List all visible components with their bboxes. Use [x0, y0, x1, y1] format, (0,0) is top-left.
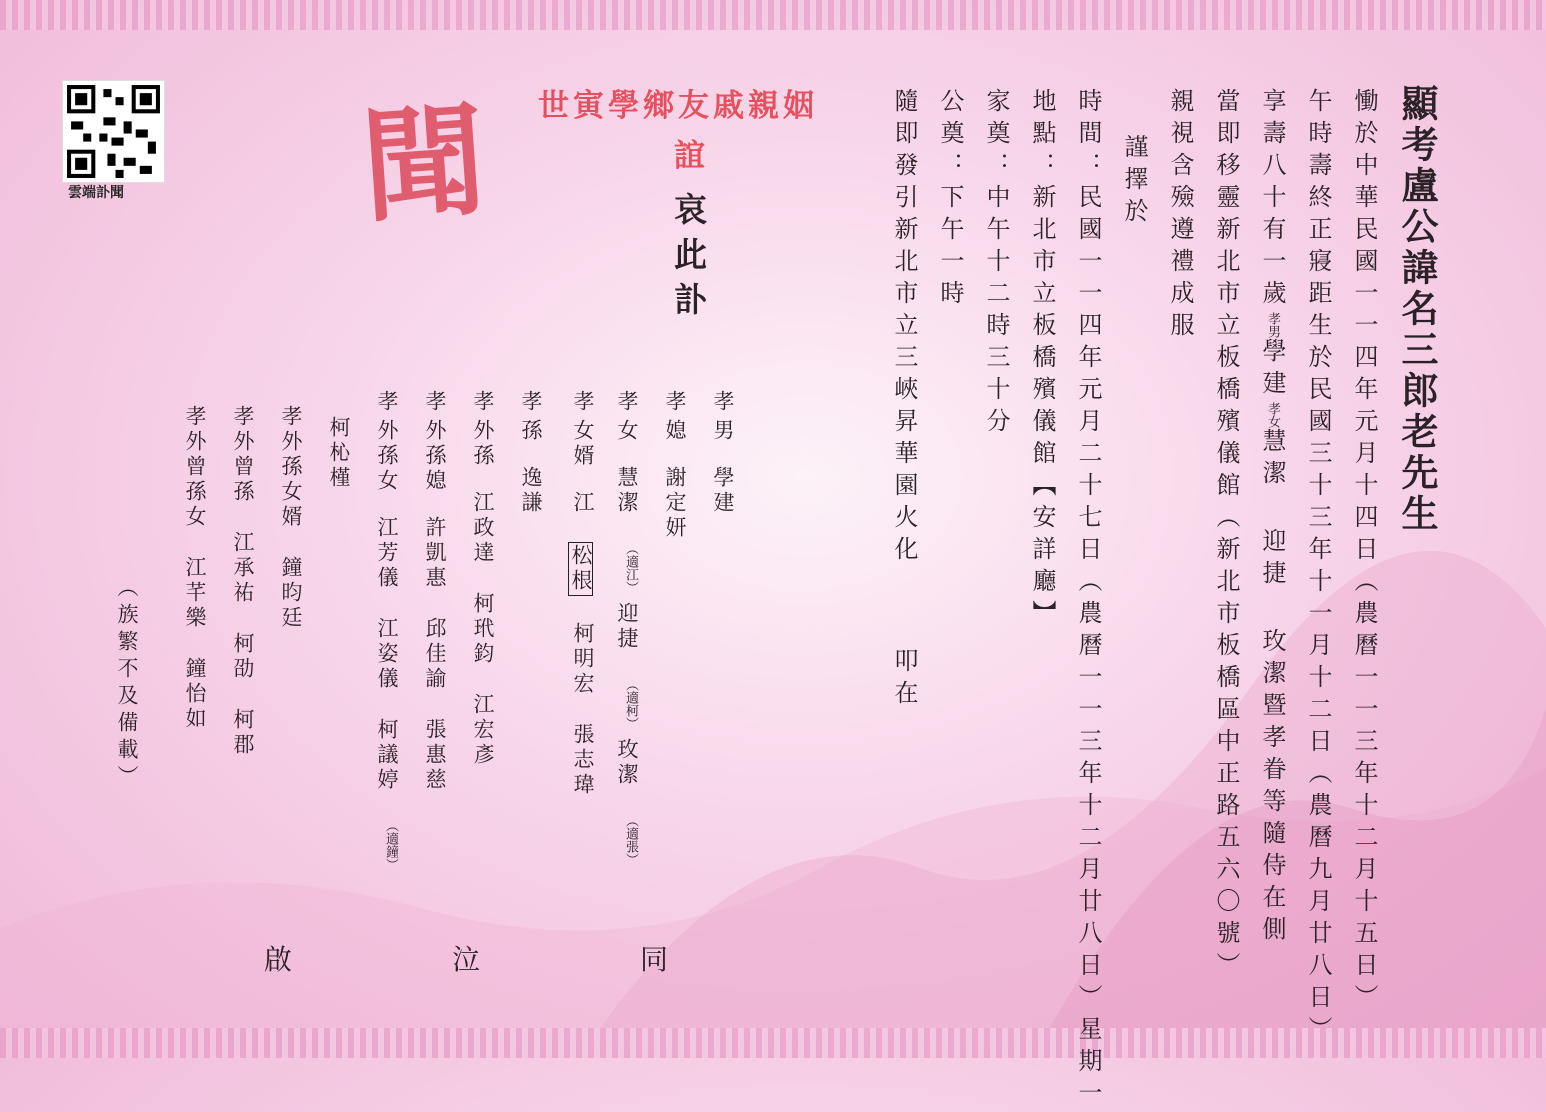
family-relation: 女 [615, 419, 639, 444]
place-text: 地點：新北市立板橋殯儀館 [1028, 88, 1056, 472]
family-member-name: 慧潔 [615, 466, 639, 516]
qr-label: 雲端訃聞 [68, 185, 124, 201]
body-col-4: 當即移靈新北市立板橋殯儀館（新北市板橋區中正路五六〇號） [1212, 88, 1240, 984]
family-relation: 外孫 [471, 419, 495, 469]
qr-code-icon [63, 81, 164, 182]
family-member-name: 江政達 [471, 491, 495, 566]
grief-notice: 哀此訃 [669, 192, 708, 327]
daughter-label: 孝女 [1265, 402, 1280, 428]
footnote: （族繁不及備載） [115, 576, 139, 792]
son-label: 孝男 [1265, 312, 1280, 338]
family-member-name: 柯玳鈞 [471, 592, 495, 667]
body-col-cremation: 隨即發引新北市立三峽昇華園火化 [890, 88, 918, 568]
body-col-2: 午時壽終正寢距生於民國三十三年十一月十二日（農曆九月廿八日） [1304, 88, 1332, 1048]
body-col-6: 謹擇於 [1120, 134, 1148, 230]
family-role: 孝外曾孫 [231, 405, 255, 505]
top-decorative-border [0, 0, 1546, 30]
family-column [280, 405, 301, 657]
family-member-name: 邱佳諭 [423, 617, 447, 692]
family-relation: 女婿 [571, 419, 595, 469]
body-col-5: 親視含殮遵禮成服 [1166, 88, 1194, 344]
family-member-name: 江芊樂 [183, 556, 207, 631]
family-member-name: 許凱惠 [423, 516, 447, 591]
relations-title: 世寅學鄉友戚親姻 [538, 88, 818, 124]
family-column [424, 390, 445, 819]
family-member-name: 江芳儀 [375, 516, 399, 591]
family-role: 孝 [663, 390, 687, 415]
family-role: 孝外孫女婿 [279, 405, 303, 530]
family-member-name: （適鐘） [383, 819, 398, 871]
big-character: 聞 [357, 87, 490, 240]
family-column [184, 405, 205, 758]
family-role: 孝 [471, 390, 495, 415]
relations-subtitle: 誼 [674, 138, 709, 174]
family-member-name: 江 [571, 491, 595, 516]
family-role: 孝外曾孫女 [183, 405, 207, 530]
age-text: 享壽八十有一歲 [1258, 88, 1286, 312]
body-col-kou-zai: 叩在 [890, 648, 918, 712]
hall-label: 【安詳廳】 [1028, 472, 1056, 632]
body-col-time: 時間：民國一一四年元月二十七日（農曆一一三年十二月廿八日）星期一 [1074, 88, 1102, 1112]
family-member-name: 松根 [569, 544, 593, 594]
family-member-name: 鐘怡如 [183, 657, 207, 732]
deceased-title: 顯考盧公諱名三郎老先生 [1395, 84, 1439, 535]
family-member-name: 柯郡 [231, 708, 255, 758]
family-column [376, 390, 397, 879]
family-role: 孝 [375, 390, 399, 415]
family-column [520, 390, 541, 542]
family-member-name: （適張） [623, 814, 638, 866]
family-column [712, 390, 733, 542]
body-col-public-rite: 公奠：下午一時 [936, 88, 964, 312]
family-member-name: 迎捷 [615, 602, 639, 652]
family-member-name: 張惠慈 [423, 718, 447, 793]
family-member-name: 張志瑋 [571, 723, 595, 798]
family-column [664, 390, 685, 567]
family-role: 孝 [615, 390, 639, 415]
family-role: 孝 [711, 390, 735, 415]
family-member-name: （適江） [623, 542, 638, 594]
family-relation: 男 [711, 419, 735, 444]
family-member-name: 逸謙 [519, 466, 543, 516]
body-col-1: 慟於中華民國一一四年元月十四日（農曆一一三年十二月十五日） [1350, 88, 1378, 1016]
family-column [616, 390, 637, 874]
family-relation: 外孫女 [375, 419, 399, 494]
body-col-place [1030, 88, 1054, 632]
family-relation: 外孫媳 [423, 419, 447, 494]
family-member-name: 柯劭 [231, 632, 255, 682]
family-member-name: 玫潔 [615, 738, 639, 788]
family-member-name: 江承祐 [231, 531, 255, 606]
family-column [328, 390, 349, 517]
qr-code[interactable] [62, 80, 165, 183]
family-relation: 孫 [519, 419, 543, 444]
body-col-family-rite: 家奠：中午十二時三十分 [982, 88, 1010, 440]
family-role: 孝 [571, 390, 595, 415]
family-member-name: 江姿儀 [375, 617, 399, 692]
family-column [472, 390, 493, 794]
family-member-name: 江宏彥 [471, 693, 495, 768]
family-relation: 媳 [663, 419, 687, 444]
family-member-name: 謝定妍 [663, 466, 687, 541]
family-role: 孝 [519, 390, 543, 415]
family-member-name: 柯明宏 [571, 622, 595, 697]
attendants-rest: 慧潔 迎捷 玫潔暨孝眷等隨侍在側 [1258, 428, 1286, 948]
closing-qi: 泣 [452, 943, 481, 976]
son-name: 學建 [1258, 338, 1286, 402]
body-col-3 [1260, 88, 1284, 948]
family-column [568, 390, 593, 824]
family-member-name: （適柯） [623, 678, 638, 730]
closing-tong: 同 [640, 943, 669, 976]
family-role: 孝 [423, 390, 447, 415]
closing-qi-qi: 啟 [264, 943, 293, 976]
family-member-name: 鐘昀廷 [279, 556, 303, 631]
family-member-name: 柯杺槿 [327, 416, 351, 491]
family-member-name: 柯議婷 [375, 718, 399, 793]
family-column [232, 405, 253, 784]
family-member-name: 學建 [711, 466, 735, 516]
